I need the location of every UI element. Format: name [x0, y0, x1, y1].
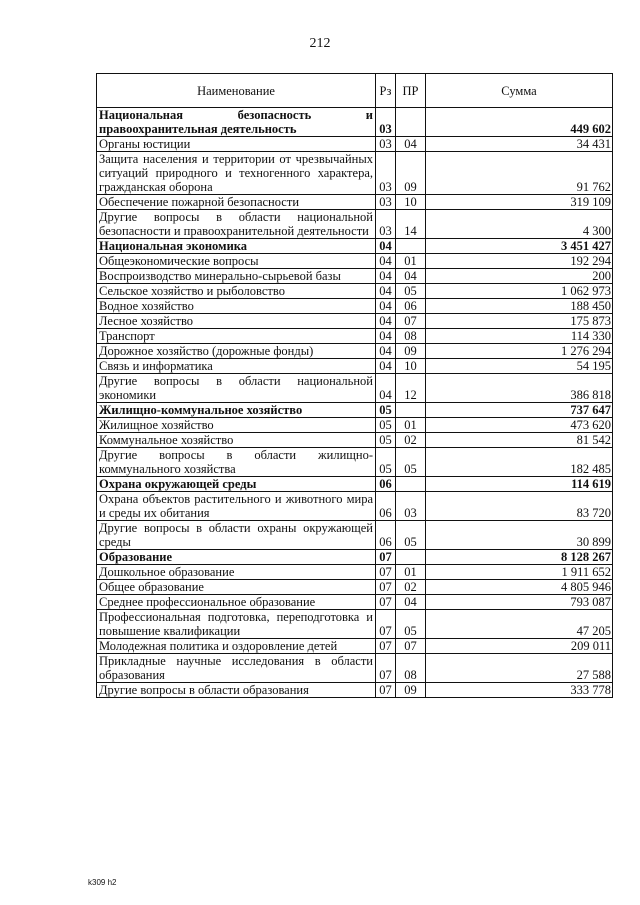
table-row — [97, 299, 613, 314]
cell-rz: 04 — [376, 344, 396, 359]
table-row — [97, 683, 613, 698]
cell-sum: 319 109 — [426, 195, 613, 210]
cell-name: Другие вопросы в области жилищно-коммунального хозяйства — [97, 448, 376, 477]
cell-pr — [396, 239, 426, 254]
table-row — [97, 108, 613, 137]
cell-sum: 192 294 — [426, 254, 613, 269]
cell-rz: 03 — [376, 152, 396, 195]
cell-pr: 08 — [396, 654, 426, 683]
table-row — [97, 284, 613, 299]
cell-name: Охрана объектов растительного и животного мира и среды их обитания — [97, 492, 376, 521]
cell-pr: 08 — [396, 329, 426, 344]
page-number: 212 — [309, 36, 331, 51]
cell-name: Молодежная политика и оздоровление детей — [97, 639, 376, 654]
table-row — [97, 565, 613, 580]
cell-rz: 03 — [376, 195, 396, 210]
table-row — [97, 521, 613, 550]
cell-sum: 473 620 — [426, 418, 613, 433]
cell-pr: 09 — [396, 152, 426, 195]
table-row — [97, 580, 613, 595]
cell-sum: 27 588 — [426, 654, 613, 683]
cell-sum: 4 805 946 — [426, 580, 613, 595]
cell-rz: 07 — [376, 639, 396, 654]
cell-sum: 30 899 — [426, 521, 613, 550]
cell-rz: 07 — [376, 610, 396, 639]
budget-table — [96, 73, 613, 698]
cell-name: Среднее профессиональное образование — [97, 595, 376, 610]
cell-name: Профессиональная подготовка, переподготовка и повышение квалификации — [97, 610, 376, 639]
cell-name: Охрана окружающей среды — [97, 477, 376, 492]
cell-sum: 188 450 — [426, 299, 613, 314]
cell-rz: 03 — [376, 210, 396, 239]
table-row — [97, 329, 613, 344]
cell-rz: 04 — [376, 314, 396, 329]
table-row — [97, 239, 613, 254]
table-row — [97, 477, 613, 492]
cell-rz: 04 — [376, 299, 396, 314]
cell-name: Водное хозяйство — [97, 299, 376, 314]
cell-pr — [396, 477, 426, 492]
cell-name: Лесное хозяйство — [97, 314, 376, 329]
cell-pr: 10 — [396, 359, 426, 374]
cell-sum: 54 195 — [426, 359, 613, 374]
table-row — [97, 195, 613, 210]
cell-rz: 05 — [376, 403, 396, 418]
cell-sum: 793 087 — [426, 595, 613, 610]
table-row — [97, 137, 613, 152]
cell-name: Дошкольное образование — [97, 565, 376, 580]
cell-pr: 07 — [396, 314, 426, 329]
cell-rz: 07 — [376, 654, 396, 683]
cell-pr: 05 — [396, 448, 426, 477]
table-row — [97, 269, 613, 284]
table-row — [97, 152, 613, 195]
cell-pr: 06 — [396, 299, 426, 314]
table-body — [97, 108, 613, 698]
cell-rz: 04 — [376, 269, 396, 284]
cell-name: Дорожное хозяйство (дорожные фонды) — [97, 344, 376, 359]
cell-sum: 209 011 — [426, 639, 613, 654]
cell-name: Сельское хозяйство и рыболовство — [97, 284, 376, 299]
cell-name: Национальная экономика — [97, 239, 376, 254]
cell-rz: 06 — [376, 521, 396, 550]
cell-rz: 04 — [376, 329, 396, 344]
cell-sum: 386 818 — [426, 374, 613, 403]
cell-rz: 04 — [376, 284, 396, 299]
cell-pr: 12 — [396, 374, 426, 403]
cell-name: Связь и информатика — [97, 359, 376, 374]
cell-name: Обеспечение пожарной безопасности — [97, 195, 376, 210]
cell-sum: 175 873 — [426, 314, 613, 329]
cell-name: Общее образование — [97, 580, 376, 595]
cell-rz: 06 — [376, 477, 396, 492]
cell-pr: 09 — [396, 344, 426, 359]
cell-name: Коммунальное хозяйство — [97, 433, 376, 448]
cell-sum: 1 911 652 — [426, 565, 613, 580]
table-row — [97, 654, 613, 683]
cell-pr: 03 — [396, 492, 426, 521]
table-row — [97, 374, 613, 403]
table-row — [97, 403, 613, 418]
cell-sum: 449 602 — [426, 108, 613, 137]
cell-name: Национальная безопасность и правоохранительная деятельность — [97, 108, 376, 137]
cell-sum: 8 128 267 — [426, 550, 613, 565]
cell-rz: 04 — [376, 359, 396, 374]
cell-name: Другие вопросы в области образования — [97, 683, 376, 698]
table-header-row — [97, 74, 613, 108]
cell-rz: 07 — [376, 550, 396, 565]
cell-rz: 07 — [376, 683, 396, 698]
cell-pr: 05 — [396, 610, 426, 639]
header-rz: Рз — [376, 74, 396, 108]
cell-name: Образование — [97, 550, 376, 565]
cell-rz: 03 — [376, 137, 396, 152]
cell-rz: 07 — [376, 595, 396, 610]
cell-name: Прикладные научные исследования в области образования — [97, 654, 376, 683]
cell-pr: 02 — [396, 433, 426, 448]
table-row — [97, 639, 613, 654]
header-sum: Сумма — [426, 74, 613, 108]
table-row — [97, 359, 613, 374]
cell-pr: 04 — [396, 269, 426, 284]
header-pr: ПР — [396, 74, 426, 108]
cell-sum: 333 778 — [426, 683, 613, 698]
cell-sum: 114 619 — [426, 477, 613, 492]
cell-pr: 09 — [396, 683, 426, 698]
cell-name: Воспроизводство минерально-сырьевой базы — [97, 269, 376, 284]
cell-pr: 04 — [396, 595, 426, 610]
cell-name: Общеэкономические вопросы — [97, 254, 376, 269]
table-row — [97, 344, 613, 359]
cell-rz: 04 — [376, 254, 396, 269]
cell-sum: 91 762 — [426, 152, 613, 195]
cell-rz: 05 — [376, 433, 396, 448]
cell-sum: 200 — [426, 269, 613, 284]
cell-pr: 04 — [396, 137, 426, 152]
cell-pr — [396, 403, 426, 418]
cell-sum: 81 542 — [426, 433, 613, 448]
table-row — [97, 595, 613, 610]
header-name: Наименование — [97, 74, 376, 108]
footer-code: k309 h2 — [88, 878, 117, 887]
cell-sum: 47 205 — [426, 610, 613, 639]
cell-sum: 34 431 — [426, 137, 613, 152]
cell-sum: 3 451 427 — [426, 239, 613, 254]
cell-rz: 04 — [376, 374, 396, 403]
table-row — [97, 550, 613, 565]
cell-name: Другие вопросы в области национальной безопасности и правоохранительной деятельности — [97, 210, 376, 239]
cell-sum: 83 720 — [426, 492, 613, 521]
cell-name: Жилищное хозяйство — [97, 418, 376, 433]
cell-pr: 02 — [396, 580, 426, 595]
cell-name: Другие вопросы в области национальной экономики — [97, 374, 376, 403]
table-row — [97, 314, 613, 329]
cell-sum: 1 062 973 — [426, 284, 613, 299]
cell-rz: 07 — [376, 580, 396, 595]
table-row — [97, 254, 613, 269]
cell-name: Жилищно-коммунальное хозяйство — [97, 403, 376, 418]
table-row — [97, 492, 613, 521]
cell-rz: 03 — [376, 108, 396, 137]
cell-pr: 07 — [396, 639, 426, 654]
table-row — [97, 210, 613, 239]
cell-pr: 05 — [396, 521, 426, 550]
cell-name: Транспорт — [97, 329, 376, 344]
cell-sum: 114 330 — [426, 329, 613, 344]
table-row — [97, 610, 613, 639]
cell-rz: 05 — [376, 448, 396, 477]
cell-pr: 14 — [396, 210, 426, 239]
table-row — [97, 433, 613, 448]
cell-rz: 05 — [376, 418, 396, 433]
cell-rz: 06 — [376, 492, 396, 521]
cell-name: Другие вопросы в области охраны окружающей среды — [97, 521, 376, 550]
cell-pr: 10 — [396, 195, 426, 210]
cell-pr — [396, 108, 426, 137]
cell-sum: 182 485 — [426, 448, 613, 477]
cell-pr: 01 — [396, 418, 426, 433]
cell-name: Органы юстиции — [97, 137, 376, 152]
table-row — [97, 448, 613, 477]
cell-rz: 04 — [376, 239, 396, 254]
cell-pr: 05 — [396, 284, 426, 299]
cell-sum: 1 276 294 — [426, 344, 613, 359]
cell-name: Защита населения и территории от чрезвычайных ситуаций природного и техногенного характера, гражданская оборона — [97, 152, 376, 195]
cell-pr: 01 — [396, 254, 426, 269]
cell-pr — [396, 550, 426, 565]
table-row — [97, 418, 613, 433]
cell-sum: 4 300 — [426, 210, 613, 239]
cell-pr: 01 — [396, 565, 426, 580]
cell-rz: 07 — [376, 565, 396, 580]
cell-sum: 737 647 — [426, 403, 613, 418]
